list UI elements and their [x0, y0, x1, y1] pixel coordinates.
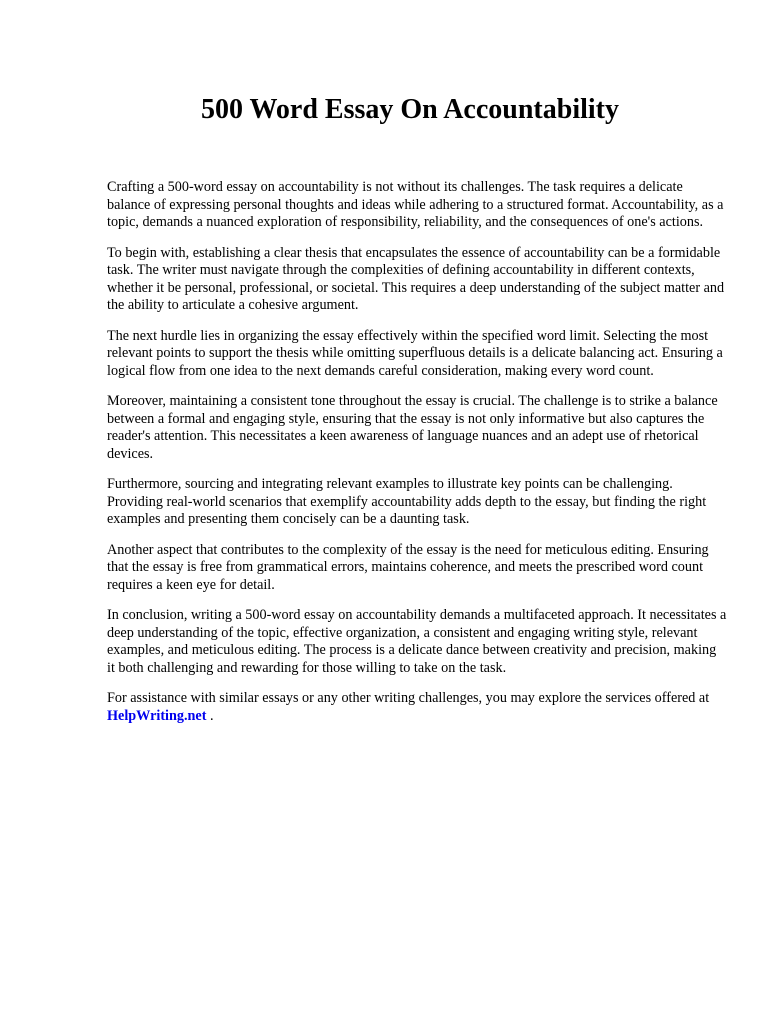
paragraph-3: The next hurdle lies in organizing the essay effectively within the specified word limit. Selecting the most relevant points to support the thesis while omitting superfluous details is a delicate balancing act. Ensuring a logical flow from one idea to the next demands careful consideration, making every word count. — [107, 327, 723, 379]
paragraph-6: Another aspect that contributes to the complexity of the essay is the need for meticulous editing. Ensuring that the essay is free from grammatical errors, maintains coherence, and meets the prescribed word count requires a keen eye for detail. — [107, 541, 709, 593]
paragraph-1: Crafting a 500-word essay on accountability is not without its challenges. The task requires a delicate balance of expressing personal thoughts and ideas while adhering to a structured format. Accountability, as a topic, demands a nuanced exploration of responsibility, reliability, and the consequences of one's actions. — [107, 179, 724, 230]
helpwriting-link[interactable]: HelpWriting.net — [107, 707, 207, 724]
document-title: 500 Word Essay On Accountability — [200, 94, 619, 125]
paragraph-2: To begin with, establishing a clear thesis that encapsulates the essence of accountability can be a formidable task. The writer must navigate through the complexities of defining accountability in different contexts, whether it be personal, professional, or societal. This requires a deep understanding of the subject matter and the ability to articulate a cohesive argument. — [107, 244, 725, 313]
paragraph-7: In conclusion, writing a 500-word essay on accountability demands a multifaceted approach. It necessitates a deep understanding of the topic, effective organization, a consistent and engaging writing style, relevant examples, and meticulous editing. The process is a delicate dance between creativity and precision, making it both challenging and rewarding for those willing to take on the task. — [107, 607, 727, 676]
paragraph-5: Furthermore, sourcing and integrating relevant examples to illustrate key points can be challenging. Providing real-world scenarios that exemplify accountability adds depth to the essay, but finding the right examples and presenting them concisely can be a daunting task. — [107, 476, 707, 527]
closing-paragraph — [107, 690, 727, 725]
essay-body — [107, 179, 727, 738]
closing-text: For assistance with similar essays or any other writing challenges, you may explore the services offered at — [107, 690, 710, 706]
closing-tail: . — [206, 707, 214, 724]
paragraph-4: Moreover, maintaining a consistent tone throughout the essay is crucial. The challenge is to strike a balance between a formal and engaging style, ensuring that the essay is not only informative but also captures the reader's attention. This necessitates a keen awareness of language nuances and an adept use of rhetorical devices. — [107, 393, 718, 462]
